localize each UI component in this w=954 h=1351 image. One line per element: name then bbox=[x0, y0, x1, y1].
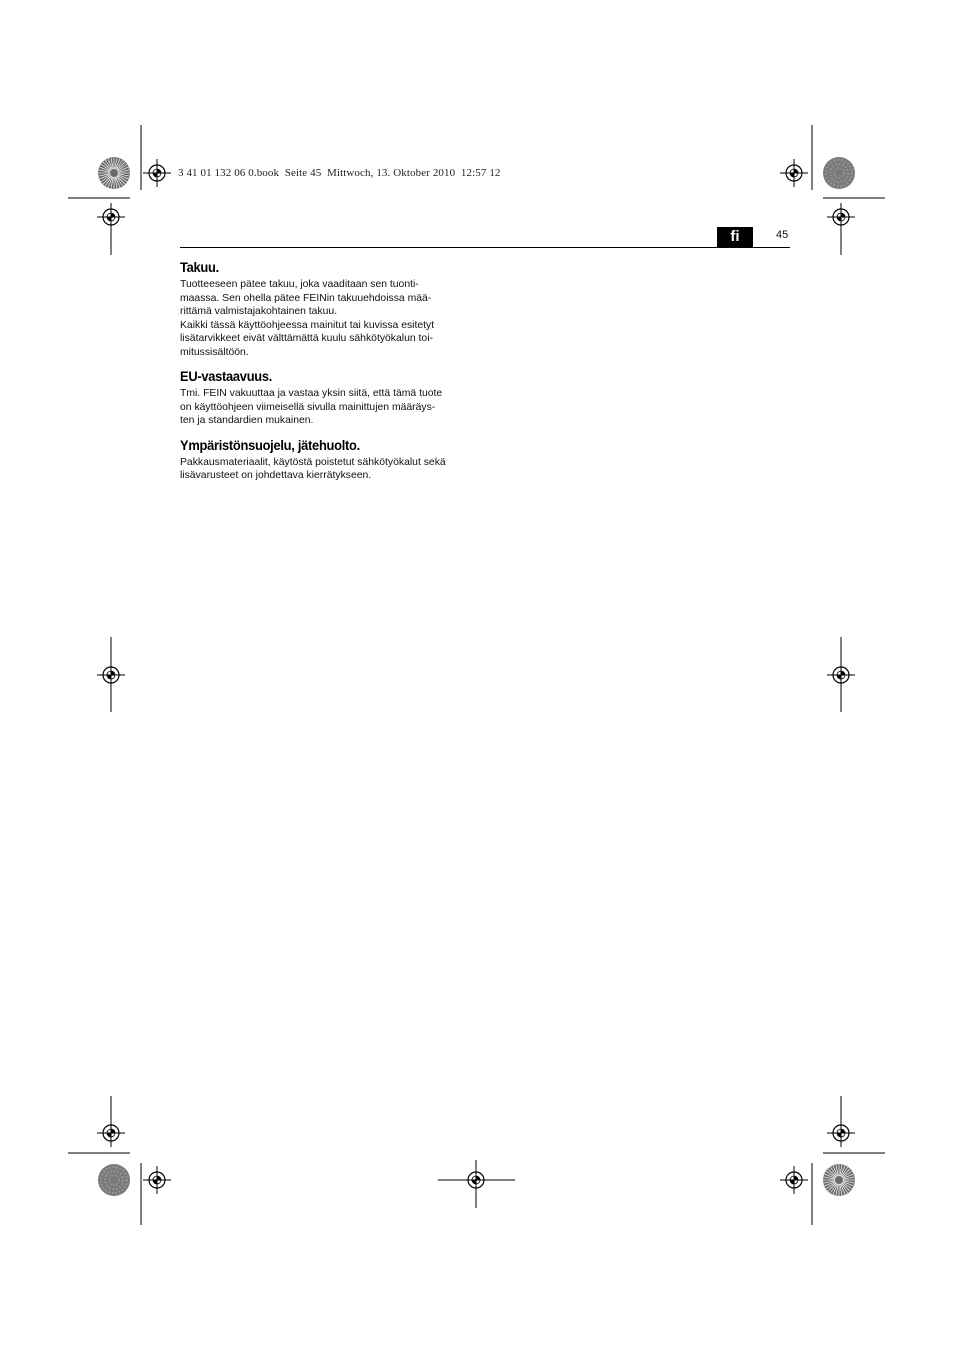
text-line: mitussisältöön. bbox=[180, 346, 249, 358]
color-wheel-icon bbox=[823, 1164, 855, 1196]
text-line: Pakkausmateriaalit, käytöstä poistetut sähkötyökalut sekä bbox=[180, 456, 446, 468]
section-heading: Takuu. bbox=[180, 259, 219, 275]
section-text bbox=[180, 456, 480, 483]
text-line: Kaikki tässä käyttöohjeessa mainitut tai kuvissa esitetyt bbox=[180, 319, 435, 331]
text-line: Tuotteeseen pätee takuu, joka vaaditaan sen tuonti- bbox=[180, 279, 419, 290]
text-line: Tmi. FEIN vakuuttaa ja vastaa yksin siitä, että tämä tuote bbox=[180, 388, 443, 399]
section-eu-conformity bbox=[180, 368, 480, 428]
text-line: rittämä valmistajakohtainen takuu. bbox=[180, 306, 338, 317]
text-line: ten ja standardien mukainen. bbox=[180, 415, 314, 426]
language-tab: fi bbox=[717, 227, 753, 247]
section-heading: Ympäristönsuojelu, jätehuolto. bbox=[180, 436, 360, 453]
section-text bbox=[180, 387, 480, 428]
registration-mark-icon bbox=[143, 159, 171, 187]
header-rule bbox=[180, 247, 790, 248]
color-wheel-icon bbox=[98, 157, 130, 189]
color-wheel-icon bbox=[823, 157, 855, 189]
section-environment bbox=[180, 437, 480, 483]
registration-mark-icon bbox=[780, 1166, 808, 1194]
text-line: lisätarvikkeet eivät välttämättä kuulu sähkötyökalun toi- bbox=[180, 333, 433, 344]
section-text bbox=[180, 278, 480, 359]
text-line: lisävarusteet on johdettava kierrätykseen. bbox=[180, 470, 372, 481]
document-body bbox=[180, 259, 480, 492]
registration-mark-icon bbox=[780, 159, 808, 187]
color-wheel-icon bbox=[98, 1164, 130, 1196]
section-heading: EU-vastaavuus. bbox=[180, 368, 273, 384]
text-line: on käyttöohjeen viimeisellä sivulla mainittujen määräys- bbox=[180, 401, 436, 413]
page-number: 45 bbox=[776, 229, 789, 241]
text-line: maassa. Sen ohella pätee FEINin takuuehdoissa mää- bbox=[180, 292, 432, 304]
print-info-line: 3 41 01 132 06 0.book Seite 45 Mittwoch, 13. Oktober 2010 12:57 12 bbox=[178, 167, 501, 179]
registration-mark-icon bbox=[143, 1166, 171, 1194]
section-warranty bbox=[180, 259, 480, 359]
